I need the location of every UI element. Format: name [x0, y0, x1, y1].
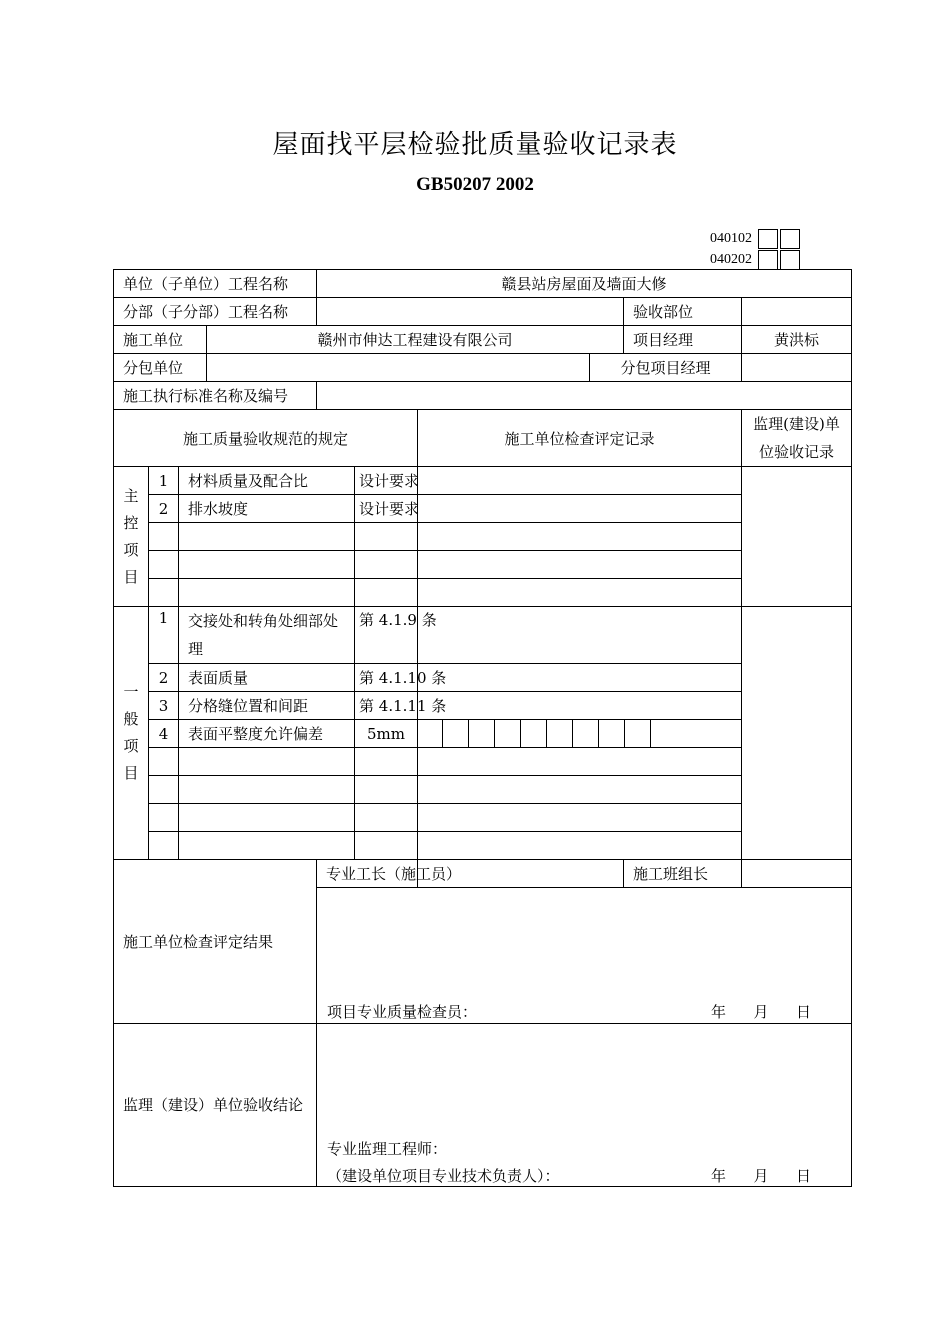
contractor-result-area[interactable] — [317, 888, 852, 1024]
standard-label: 施工执行标准名称及编号 — [114, 382, 317, 410]
code-checkbox[interactable] — [780, 250, 800, 270]
item-number: 2 — [149, 664, 179, 692]
measurement-cell[interactable] — [599, 720, 625, 747]
item-number: 3 — [149, 692, 179, 720]
team-leader-value[interactable] — [742, 860, 852, 888]
measurement-cell[interactable] — [573, 720, 599, 747]
general-item-row — [114, 692, 852, 720]
inspector-line — [327, 1001, 841, 1022]
measurement-cell[interactable] — [651, 720, 741, 747]
general-item-row-empty — [114, 776, 852, 804]
record-cell[interactable] — [418, 804, 742, 832]
item-requirement — [355, 748, 418, 776]
form-code-row — [710, 249, 800, 270]
general-item-row — [114, 607, 852, 664]
main-item-row-empty — [114, 551, 852, 579]
item-name — [179, 776, 355, 804]
record-cell[interactable] — [418, 607, 742, 664]
item-number: 4 — [149, 720, 179, 748]
item-number — [149, 579, 179, 607]
accept-part-value[interactable] — [742, 298, 852, 326]
item-name: 排水坡度 — [179, 495, 355, 523]
team-leader-label: 施工班组长 — [624, 860, 742, 888]
measurement-cell[interactable] — [443, 720, 469, 747]
inspection-form-table — [113, 269, 852, 1187]
inspector-label: 项目专业质量检查员： — [327, 1003, 478, 1021]
main-item-row — [114, 495, 852, 523]
month-label: 月 — [753, 1003, 769, 1021]
item-number — [149, 523, 179, 551]
item-number: 1 — [149, 607, 179, 664]
code-checkbox[interactable] — [780, 229, 800, 249]
item-name — [179, 804, 355, 832]
measurement-cell[interactable] — [521, 720, 547, 747]
item-number — [149, 832, 179, 860]
record-cell[interactable] — [418, 467, 742, 495]
item-number — [149, 776, 179, 804]
supervisor-result-label: 监理（建设）单位验收结论 — [114, 1024, 317, 1187]
contractor-result-header-row — [114, 860, 852, 888]
subcontractor-label: 分包单位 — [114, 354, 207, 382]
item-name: 表面平整度允许偏差 — [179, 720, 355, 748]
code-checkbox[interactable] — [758, 229, 778, 249]
item-requirement: 设计要求 — [355, 495, 418, 523]
item-name — [179, 832, 355, 860]
standard-value[interactable] — [317, 382, 852, 410]
record-column-header: 施工单位检查评定记录 — [418, 410, 742, 467]
item-requirement: 第 4.1.11 条 — [355, 692, 418, 720]
date-fields — [711, 1165, 811, 1186]
unit-name-label: 单位（子单位）工程名称 — [114, 270, 317, 298]
measurement-cell[interactable] — [625, 720, 651, 747]
supervisor-record-cell[interactable] — [742, 607, 852, 860]
supervisor-result-row — [114, 1024, 852, 1187]
year-label: 年 — [711, 1003, 727, 1021]
record-cell[interactable] — [418, 523, 742, 551]
item-name: 表面质量 — [179, 664, 355, 692]
engineer-label: 专业监理工程师： — [327, 1140, 448, 1158]
record-cell[interactable] — [418, 692, 742, 720]
general-item-row-empty — [114, 832, 852, 860]
day-label: 日 — [795, 1167, 811, 1185]
record-cell[interactable] — [418, 832, 742, 860]
year-label: 年 — [711, 1167, 727, 1185]
item-requirement: 5mm — [355, 720, 418, 748]
document-title: 屋面找平层检验批质量验收记录表 — [272, 130, 678, 160]
owner-label: （建设单位项目专业技术负责人）： — [327, 1167, 560, 1185]
spec-column-header: 施工质量验收规范的规定 — [114, 410, 418, 467]
item-number: 1 — [149, 467, 179, 495]
record-cell[interactable] — [418, 776, 742, 804]
item-name: 交接处和转角处细部处理 — [179, 607, 355, 664]
main-item-row — [114, 467, 852, 495]
supervisor-record-cell[interactable] — [742, 467, 852, 607]
header-row-standard — [114, 382, 852, 410]
header-row-contractor — [114, 326, 852, 354]
contractor-result-label: 施工单位检查评定结果 — [114, 860, 317, 1024]
measurement-cell[interactable] — [418, 720, 443, 747]
day-label: 日 — [795, 1003, 811, 1021]
header-row-subunit — [114, 298, 852, 326]
item-number — [149, 804, 179, 832]
form-code: 040102 — [710, 231, 752, 246]
supervisor-result-area[interactable] — [317, 1024, 852, 1187]
subunit-name-label: 分部（子分部）工程名称 — [114, 298, 317, 326]
contractor-value[interactable]: 赣州市伸达工程建设有限公司 — [207, 326, 624, 354]
sub-pm-label: 分包项目经理 — [590, 354, 742, 382]
item-requirement: 第 4.1.10 条 — [355, 664, 418, 692]
measurement-cell[interactable] — [547, 720, 573, 747]
general-item-row-empty — [114, 804, 852, 832]
record-cell[interactable] — [418, 748, 742, 776]
contractor-label: 施工单位 — [114, 326, 207, 354]
pm-label: 项目经理 — [624, 326, 742, 354]
general-item-row — [114, 720, 852, 748]
code-checkbox[interactable] — [758, 250, 778, 270]
form-codes — [710, 228, 800, 270]
item-name: 材料质量及配合比 — [179, 467, 355, 495]
form-code: 040202 — [710, 252, 752, 267]
general-item-row-empty — [114, 748, 852, 776]
item-requirement — [355, 579, 418, 607]
item-requirement — [355, 804, 418, 832]
item-requirement — [355, 832, 418, 860]
date-fields — [711, 1001, 811, 1022]
foreman-label: 专业工长（施工员） — [317, 860, 418, 888]
owner-line — [327, 1165, 841, 1186]
item-name — [179, 748, 355, 776]
standard-code: GB50207 2002 — [416, 174, 534, 195]
pm-value[interactable]: 黄洪标 — [742, 326, 852, 354]
main-items-label: 主控项目 — [114, 467, 149, 607]
item-name — [179, 551, 355, 579]
form-code-row — [710, 228, 800, 249]
main-item-row-empty — [114, 579, 852, 607]
measurement-cell[interactable] — [495, 720, 521, 747]
item-number — [149, 748, 179, 776]
subcontractor-value[interactable] — [207, 354, 590, 382]
header-row-subcontractor — [114, 354, 852, 382]
record-cell[interactable] — [418, 551, 742, 579]
measurement-cells — [418, 720, 742, 748]
month-label: 月 — [753, 1167, 769, 1185]
general-items-label: 一般项目 — [114, 607, 149, 860]
accept-part-label: 验收部位 — [624, 298, 742, 326]
item-requirement: 设计要求 — [355, 467, 418, 495]
item-requirement: 第 4.1.9 条 — [355, 607, 418, 664]
item-requirement — [355, 776, 418, 804]
item-number: 2 — [149, 495, 179, 523]
sub-pm-value[interactable] — [742, 354, 852, 382]
measurement-cell[interactable] — [469, 720, 495, 747]
item-name: 分格缝位置和间距 — [179, 692, 355, 720]
item-requirement — [355, 551, 418, 579]
subunit-name-value[interactable] — [317, 298, 624, 326]
item-name — [179, 579, 355, 607]
main-item-row-empty — [114, 523, 852, 551]
column-header-row — [114, 410, 852, 467]
record-cell[interactable] — [418, 664, 742, 692]
item-number — [149, 551, 179, 579]
record-cell[interactable] — [418, 495, 742, 523]
header-row-unit — [114, 270, 852, 298]
general-item-row — [114, 664, 852, 692]
record-cell[interactable] — [418, 579, 742, 607]
item-name — [179, 523, 355, 551]
supervisor-column-header: 监理(建设)单位验收记录 — [742, 410, 852, 467]
unit-name-value[interactable]: 赣县站房屋面及墙面大修 — [317, 270, 852, 298]
item-requirement — [355, 523, 418, 551]
